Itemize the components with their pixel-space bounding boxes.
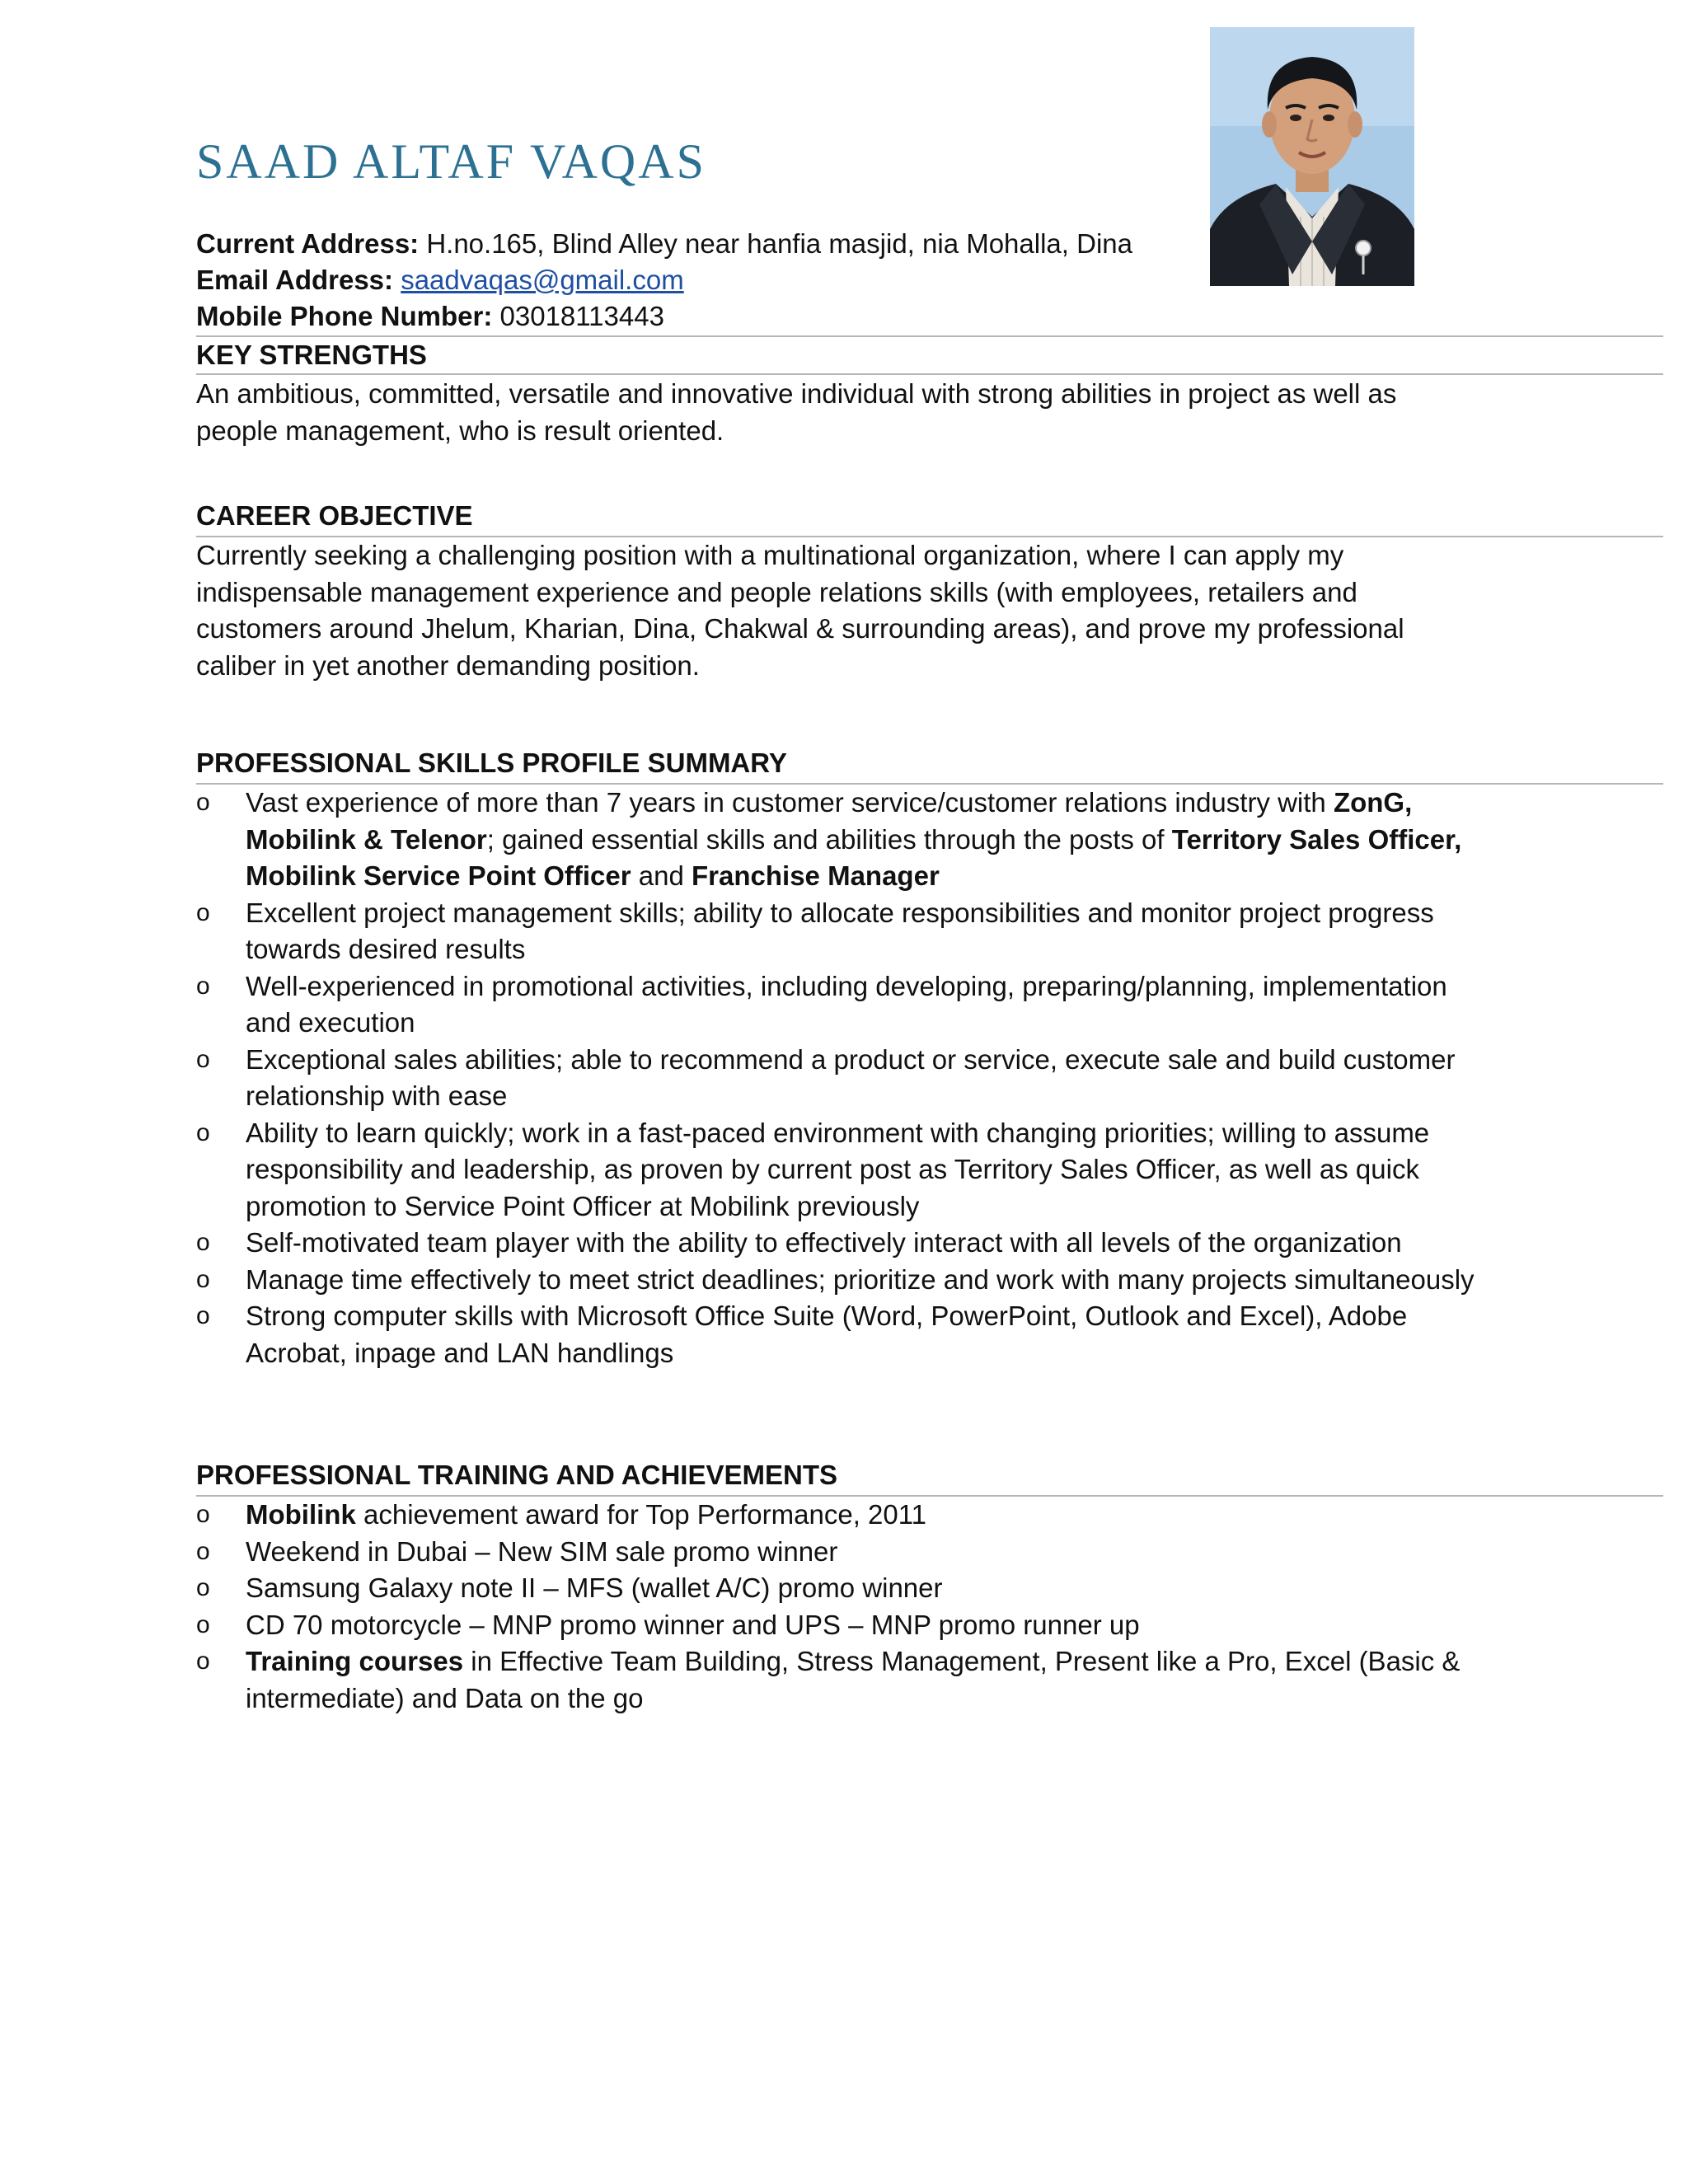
item-text: Self-motivated team player with the ability to effectively interact with all levels of the organization xyxy=(246,1227,1402,1258)
candidate-name: SAAD ALTAF VAQAS xyxy=(196,134,706,189)
bullet-icon: o xyxy=(196,789,210,816)
email-label: Email Address: xyxy=(196,265,394,295)
item-bold-text: ZonG, Mobilink & Telenor xyxy=(246,787,1413,855)
item-text: Well-experienced in promotional activities, including developing, preparing/planning, implementation and execution xyxy=(246,970,1447,1038)
list-item xyxy=(196,1042,1490,1115)
bullet-icon: o xyxy=(196,1574,210,1601)
bullet-icon: o xyxy=(196,1265,210,1293)
career-objective-text: Currently seeking a challenging position with a multinational organization, where I can apply my indispensable management experience and people relations skills (with employees, retailers and customers around Jhelum, Kharian, Dina, Chakwal & surrounding areas), and prove my professional caliber in yet another demanding position. xyxy=(196,540,1404,681)
bullet-icon: o xyxy=(196,1229,210,1256)
bullet-icon: o xyxy=(196,1537,210,1565)
list-item xyxy=(196,1497,1490,1534)
item-bold-text: Training courses xyxy=(246,1646,464,1676)
list-item xyxy=(196,1643,1490,1717)
item-text: Excellent project management skills; ability to allocate responsibilities and monitor project progress towards desired results xyxy=(246,897,1434,964)
item-text: achievement award for Top Performance, 2011 xyxy=(355,1499,926,1530)
address-label: Current Address: xyxy=(196,228,420,259)
skills-heading: PROFESSIONAL SKILLS PROFILE SUMMARY xyxy=(196,748,787,778)
list-item xyxy=(196,1115,1490,1226)
list-item xyxy=(196,1262,1490,1299)
list-item xyxy=(196,785,1490,895)
item-text: Exceptional sales abilities; able to recommend a product or service, execute sale and build customer relationship with ease xyxy=(246,1043,1456,1111)
bullet-icon: o xyxy=(196,898,210,926)
list-item xyxy=(196,1298,1490,1371)
bullet-icon: o xyxy=(196,972,210,1000)
item-text: Ability to learn quickly; work in a fast-paced environment with changing priorities; willing to assume responsibility and leadership, as proven by current post as Territory Sales Officer, as well as quick promotion to Service Point Officer at Mobilink previously xyxy=(246,1117,1430,1221)
bullet-icon: o xyxy=(196,1302,210,1329)
list-item xyxy=(196,1570,1490,1607)
item-text: CD 70 motorcycle – MNP promo winner and UPS – MNP promo runner up xyxy=(246,1609,1140,1640)
item-text: Weekend in Dubai – New SIM sale promo winner xyxy=(246,1535,838,1567)
item-text: Manage time effectively to meet strict deadlines; prioritize and work with many projects simultaneously xyxy=(246,1263,1475,1295)
bullet-icon: o xyxy=(196,1045,210,1073)
item-text: and xyxy=(631,860,692,891)
phone-line xyxy=(196,298,1132,335)
list-item xyxy=(196,1607,1490,1644)
item-bold-text: Mobilink xyxy=(246,1499,356,1530)
list-item xyxy=(196,968,1490,1042)
list-item xyxy=(196,1225,1490,1262)
training-heading: PROFESSIONAL TRAINING AND ACHIEVEMENTS xyxy=(196,1460,837,1490)
training-list xyxy=(196,1497,1490,1717)
portrait-photo-icon xyxy=(1210,27,1414,286)
bullet-icon: o xyxy=(196,1118,210,1146)
phone-label: Mobile Phone Number: xyxy=(196,301,493,331)
item-bold-text: Franchise Manager xyxy=(692,860,940,891)
key-strengths-heading: KEY STRENGTHS xyxy=(196,340,427,370)
phone-value: 03018113443 xyxy=(492,301,664,331)
address-line xyxy=(196,226,1132,262)
list-item xyxy=(196,1534,1490,1571)
email-line xyxy=(196,262,1132,298)
career-objective-heading: CAREER OBJECTIVE xyxy=(196,500,473,531)
list-item xyxy=(196,895,1490,968)
item-text: Strong computer skills with Microsoft Office Suite (Word, PowerPoint, Outlook and Excel), Adobe Acrobat, inpage and LAN handlings xyxy=(246,1301,1408,1368)
address-value: H.no.165, Blind Alley near hanfia masjid, nia Mohalla, Dina xyxy=(419,228,1132,259)
contact-block xyxy=(196,226,1132,335)
item-text: ; gained essential skills and abilities through the posts of xyxy=(486,823,1172,855)
item-bold-text: Territory Sales Officer, Mobilink Service Point Officer xyxy=(246,823,1462,891)
bullet-icon: o xyxy=(196,1647,210,1675)
divider xyxy=(196,373,1663,375)
bullet-icon: o xyxy=(196,1501,210,1528)
email-link[interactable]: saadvaqas@gmail.com xyxy=(401,265,684,295)
item-text: Vast experience of more than 7 years in customer service/customer relations industry with xyxy=(246,787,1334,818)
item-text: in Effective Team Building, Stress Management, Present like a Pro, Excel (Basic & intermediate) and Data on the go xyxy=(246,1646,1461,1713)
item-text: Samsung Galaxy note II – MFS (wallet A/C) promo winner xyxy=(246,1572,943,1603)
skills-list xyxy=(196,785,1490,1371)
profile-photo xyxy=(1210,27,1414,286)
bullet-icon: o xyxy=(196,1610,210,1638)
key-strengths-text: An ambitious, committed, versatile and innovative individual with strong abilities in project as well as people management, who is result oriented. xyxy=(196,378,1397,446)
